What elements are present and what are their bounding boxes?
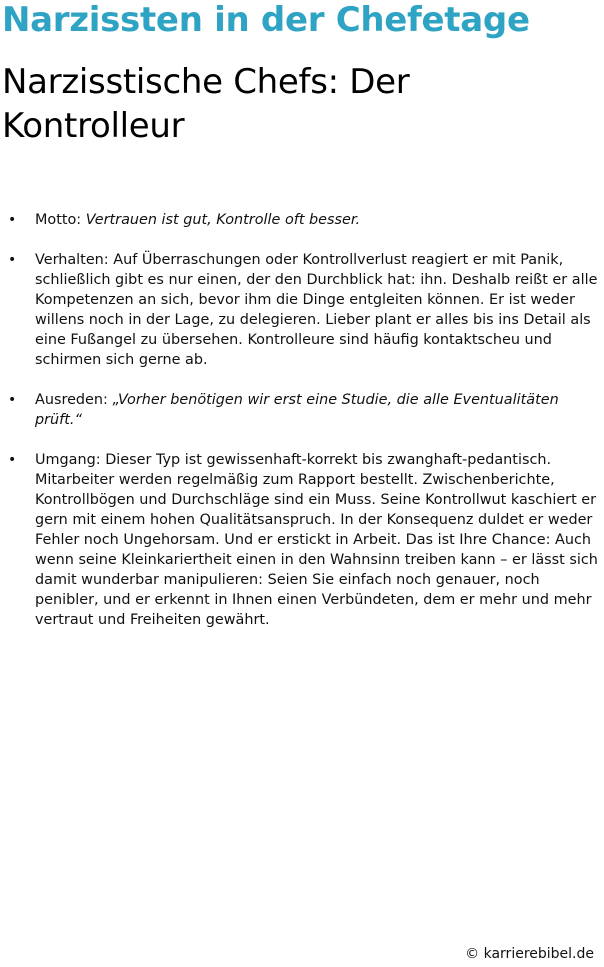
list-item-ausreden: [0, 390, 604, 430]
item-text: Dieser Typ ist gewissenhaft-korrekt bis zwanghaft-pedantisch. Mitarbeiter werden regelmäßig zum Rapport bestellt. Zwischenberichte, Kontrollbögen und Durchschläge sind ein Muss. Seine Kontrollwut kaschiert er gern mit einem hohen Qualitätsanspruch. In der Konsequenz duldet er weder Fehler noch Ungehorsam. Und er erstickt in Arbeit. Das ist Ihre Chance: Auch wenn seine Kleinkariertheit einen in den Wahnsinn treiben kann – er lässt sich damit wunderbar manipulieren: Seien Sie einfach noch genauer, noch penibler, und er erkennt in Ihnen einen Verbündeten, dem er mehr und mehr vertraut und Freiheiten gewährt.: [35, 452, 598, 628]
list-item-verhalten: [0, 250, 604, 370]
item-label: Ausreden:: [35, 392, 113, 408]
item-text: Vertrauen ist gut, Kontrolle oft besser.: [85, 212, 361, 228]
bullet-icon: •: [8, 212, 17, 228]
bullet-icon: •: [8, 252, 17, 268]
page-kicker: Narzissten in der Chefetage: [2, 0, 530, 40]
item-label: Verhalten:: [35, 252, 114, 268]
list-item-umgang: [0, 450, 604, 630]
bullet-icon: •: [8, 452, 17, 468]
page-title: Narzisstische Chefs: Der Kontrolleur: [2, 62, 410, 146]
article-body: [0, 210, 604, 650]
bullet-list: [0, 210, 604, 630]
item-text: Auf Überraschungen oder Kontrollverlust reagiert er mit Panik, schließlich gibt es nur einen, der den Durchblick hat: ihn. Deshalb reißt er alle Kompetenzen an sich, bevor ihm die Dinge entgleiten können. Er ist weder willens noch in der Lage, zu delegieren. Lieber plant er alles bis ins Detail als eine Fußangel zu übersehen. Kontrolleure sind häufig kontaktscheu und schirmen sich gerne ab.: [35, 252, 598, 368]
bullet-icon: •: [8, 392, 17, 408]
list-item-motto: [0, 210, 604, 230]
item-text: „Vorher benötigen wir erst eine Studie, die alle Eventualitäten prüft.“: [35, 392, 559, 428]
item-label: Umgang:: [35, 452, 106, 468]
item-label: Motto:: [35, 212, 86, 228]
copyright-notice: © karrierebibel.de: [465, 946, 594, 962]
